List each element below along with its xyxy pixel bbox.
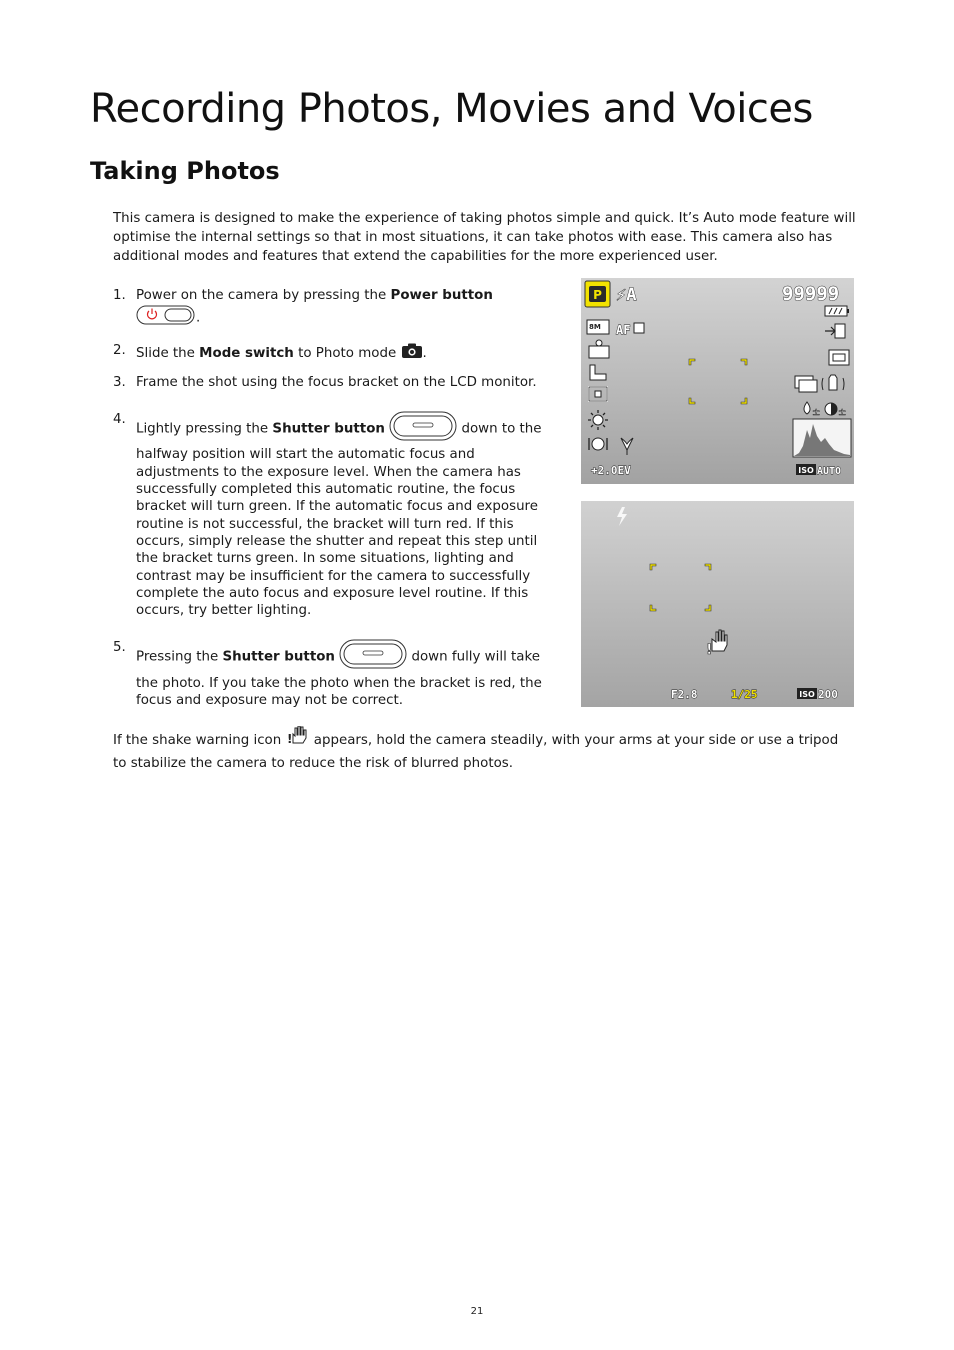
mode-letter: P (593, 288, 602, 302)
shots-remaining: 99999 (782, 283, 840, 305)
step-number: 2. (113, 342, 126, 358)
svg-text:±: ± (812, 407, 821, 418)
step-text: Lightly pressing the (136, 421, 273, 437)
white-balance-icon (588, 410, 608, 430)
step-2 (113, 342, 553, 364)
exposure-value: +2.0EV (591, 464, 631, 477)
section-heading: Taking Photos (90, 157, 280, 185)
shake-warning-icon (286, 726, 310, 754)
lcd-screen-full-osd (581, 278, 854, 484)
svg-text:±: ± (838, 407, 847, 418)
step-5 (113, 639, 553, 709)
iso-value: 200 (818, 688, 838, 701)
shutter-speed-value: 1/25 (731, 688, 758, 701)
power-button-icon (136, 304, 196, 331)
step-text-mid: to Photo mode (293, 345, 401, 361)
step-bold: Shutter button (272, 421, 385, 437)
step-number: 4. (113, 412, 126, 428)
note-text-end: appears, hold the camera steadily, with your arms at your side or use a tripod to stabilize the camera to reduce the risk of blurred photos. (113, 733, 839, 771)
step-4 (113, 411, 553, 619)
step-text-end: down to the halfway position will start the automatic focus and adjustments to the exposure level. When the camera has successfully completed this automatic routine, the focus bracket will turn green. If the automatic focus and exposure routine is not successful, the bracket will turn red. If this occurs, simply release the shutter and repeat this step until the bracket turns green. In some situations, lighting and contrast may be insufficient for the camera to successfully complete the auto focus and exposure level routine. If this occurs, try better lighting. (136, 421, 542, 619)
quality-icon (829, 350, 849, 365)
step-text: Power on the camera by pressing the (136, 288, 391, 303)
step-text-end: down fully will take the photo. If you take the photo when the bracket is red, the focus and exposure may not be correct. (136, 650, 542, 709)
step-text-end: . (196, 310, 201, 326)
step-bold: Mode switch (199, 345, 294, 361)
iso-badge (796, 464, 816, 475)
resolution-icon (587, 320, 609, 334)
steps-list (113, 287, 553, 709)
shutter-button-icon (339, 639, 407, 674)
histogram (793, 419, 851, 457)
intro-paragraph: This camera is designed to make the experience of taking photos simple and quick. It’s Auto mode feature will optimise the internal settings so that in most situations, it can take photos with ease. This camera also has additional modes and features that extend the capabilities for the more experienced user. (113, 211, 856, 264)
page-title: Recording Photos, Movies and Voices (90, 86, 813, 132)
iso-badge (797, 688, 817, 699)
step-number: 3. (113, 374, 126, 390)
battery-icon (825, 306, 849, 316)
step-number: 5. (113, 640, 126, 656)
photo-mode-badge-icon (585, 281, 610, 307)
step-bold: Power button (390, 288, 493, 303)
svg-text:ISO: ISO (799, 690, 815, 699)
iso-value: AUTO (817, 466, 842, 477)
step-3 (113, 374, 553, 391)
svg-text:!: ! (286, 732, 292, 746)
step-text: Slide the (136, 345, 200, 361)
step-text-end: . (422, 345, 427, 361)
step-text: Frame the shot using the focus bracket on the LCD monitor. (136, 374, 537, 390)
aperture-value: F2.8 (671, 688, 698, 701)
step-bold: Shutter button (222, 650, 335, 666)
step-text: Pressing the (136, 650, 223, 666)
camera-icon (401, 342, 423, 364)
lcd-screen-half-press (581, 501, 854, 707)
svg-text:ISO: ISO (798, 466, 814, 475)
note-text: If the shake warning icon (113, 733, 286, 748)
svg-text:!: ! (706, 642, 713, 658)
af-mode-icon: AF (616, 323, 631, 337)
svg-text:8M: 8M (589, 323, 601, 331)
shake-warning-note (113, 726, 853, 773)
face-detection-icon (634, 323, 644, 333)
step-1 (113, 287, 553, 332)
step-number: 1. (113, 288, 126, 303)
page-number: 21 (470, 1306, 484, 1317)
flash-auto-icon: ⚡A (616, 285, 637, 305)
shutter-button-icon (389, 411, 457, 446)
